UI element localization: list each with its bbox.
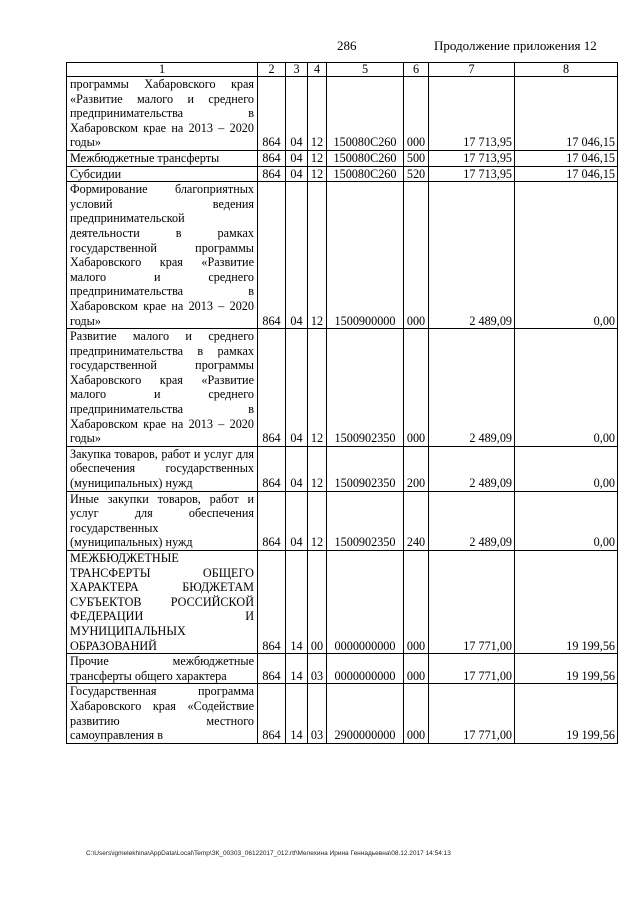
table-row xyxy=(67,684,618,743)
expense-type-code: 000 xyxy=(404,77,429,151)
expense-type-code: 000 xyxy=(404,551,429,654)
target-article-code: 0000000000 xyxy=(327,654,404,684)
subsection-code: 12 xyxy=(308,77,327,151)
amount-year-2: 19 199,56 xyxy=(515,654,618,684)
amount-year-1: 17 713,95 xyxy=(429,166,515,182)
amount-year-1: 17 771,00 xyxy=(429,684,515,743)
section-code: 14 xyxy=(286,654,308,684)
item-name: Прочие межбюджетные трансферты общего характера xyxy=(67,654,258,684)
section-code: 04 xyxy=(286,166,308,182)
admin-code: 864 xyxy=(258,446,286,491)
admin-code: 864 xyxy=(258,551,286,654)
table-row xyxy=(67,182,618,329)
admin-code: 864 xyxy=(258,150,286,166)
admin-code: 864 xyxy=(258,182,286,329)
section-code: 14 xyxy=(286,551,308,654)
expense-type-code: 000 xyxy=(404,329,429,447)
column-header: 5 xyxy=(327,63,404,77)
amount-year-2: 0,00 xyxy=(515,329,618,447)
section-code: 04 xyxy=(286,150,308,166)
subsection-code: 12 xyxy=(308,182,327,329)
target-article-code: 1500900000 xyxy=(327,182,404,329)
section-code: 04 xyxy=(286,491,308,550)
table-row xyxy=(67,446,618,491)
amount-year-2: 0,00 xyxy=(515,491,618,550)
target-article-code: 2900000000 xyxy=(327,684,404,743)
expense-type-code: 000 xyxy=(404,182,429,329)
expense-type-code: 520 xyxy=(404,166,429,182)
table-row xyxy=(67,491,618,550)
appendix-continuation-label: Продолжение приложения 12 xyxy=(434,38,597,53)
item-name: программы Хабаровского края «Развитие малого и среднего предпринимательства в Хабаровском крае на 2013 – 2020 годы» xyxy=(67,77,258,151)
section-code: 04 xyxy=(286,77,308,151)
amount-year-2: 19 199,56 xyxy=(515,684,618,743)
section-code: 04 xyxy=(286,182,308,329)
subsection-code: 12 xyxy=(308,329,327,447)
amount-year-2: 17 046,15 xyxy=(515,77,618,151)
file-path-footer: C:\Users\igmelekhina\AppData\Local\Temp\ЗК_00303_06122017_012.rtf\Мелехина Ирина Геннадьевна\08.12.2017 14:54:13 xyxy=(86,850,451,857)
column-header: 8 xyxy=(515,63,618,77)
table-header-row xyxy=(67,63,618,77)
table-row xyxy=(67,654,618,684)
amount-year-1: 2 489,09 xyxy=(429,446,515,491)
item-name: МЕЖБЮДЖЕТНЫЕ ТРАНСФЕРТЫ ОБЩЕГО ХАРАКТЕРА БЮДЖЕТАМ СУБЪЕКТОВ РОССИЙСКОЙ ФЕДЕРАЦИИ И МУНИЦИПАЛЬНЫХ ОБРАЗОВАНИЙ xyxy=(67,551,258,654)
target-article-code: 1500902350 xyxy=(327,491,404,550)
amount-year-2: 0,00 xyxy=(515,446,618,491)
amount-year-2: 19 199,56 xyxy=(515,551,618,654)
column-header: 1 xyxy=(67,63,258,77)
item-name: Государственная программа Хабаровского края «Содействие развитию местного самоуправления в xyxy=(67,684,258,743)
item-name: Субсидии xyxy=(67,166,258,182)
column-header: 6 xyxy=(404,63,429,77)
amount-year-1: 17 713,95 xyxy=(429,150,515,166)
target-article-code: 0000000000 xyxy=(327,551,404,654)
amount-year-1: 17 771,00 xyxy=(429,551,515,654)
subsection-code: 12 xyxy=(308,150,327,166)
admin-code: 864 xyxy=(258,77,286,151)
admin-code: 864 xyxy=(258,654,286,684)
subsection-code: 00 xyxy=(308,551,327,654)
expense-type-code: 000 xyxy=(404,654,429,684)
target-article-code: 150080С260 xyxy=(327,150,404,166)
amount-year-1: 17 771,00 xyxy=(429,654,515,684)
amount-year-1: 17 713,95 xyxy=(429,77,515,151)
amount-year-2: 0,00 xyxy=(515,182,618,329)
budget-table xyxy=(66,62,618,744)
section-code: 14 xyxy=(286,684,308,743)
expense-type-code: 000 xyxy=(404,684,429,743)
table-row xyxy=(67,77,618,151)
subsection-code: 12 xyxy=(308,446,327,491)
admin-code: 864 xyxy=(258,329,286,447)
column-header: 2 xyxy=(258,63,286,77)
table-row xyxy=(67,166,618,182)
subsection-code: 03 xyxy=(308,654,327,684)
target-article-code: 150080С260 xyxy=(327,77,404,151)
subsection-code: 12 xyxy=(308,166,327,182)
column-header: 4 xyxy=(308,63,327,77)
admin-code: 864 xyxy=(258,684,286,743)
item-name: Иные закупки товаров, работ и услуг для обеспечения государственных (муниципальных) нужд xyxy=(67,491,258,550)
target-article-code: 1500902350 xyxy=(327,446,404,491)
amount-year-2: 17 046,15 xyxy=(515,150,618,166)
admin-code: 864 xyxy=(258,166,286,182)
subsection-code: 03 xyxy=(308,684,327,743)
section-code: 04 xyxy=(286,329,308,447)
column-header: 3 xyxy=(286,63,308,77)
target-article-code: 150080С260 xyxy=(327,166,404,182)
amount-year-1: 2 489,09 xyxy=(429,182,515,329)
amount-year-2: 17 046,15 xyxy=(515,166,618,182)
subsection-code: 12 xyxy=(308,491,327,550)
amount-year-1: 2 489,09 xyxy=(429,491,515,550)
expense-type-code: 240 xyxy=(404,491,429,550)
item-name: Межбюджетные трансферты xyxy=(67,150,258,166)
item-name: Закупка товаров, работ и услуг для обеспечения государственных (муниципальных) нужд xyxy=(67,446,258,491)
expense-type-code: 200 xyxy=(404,446,429,491)
expense-type-code: 500 xyxy=(404,150,429,166)
page-number: 286 xyxy=(337,38,357,53)
section-code: 04 xyxy=(286,446,308,491)
table-row xyxy=(67,329,618,447)
item-name: Развитие малого и среднего предпринимательства в рамках государственной программы Хабаровского края «Развитие малого и среднего предпринимательства в Хабаровском крае на 2013 – 2020 годы» xyxy=(67,329,258,447)
admin-code: 864 xyxy=(258,491,286,550)
amount-year-1: 2 489,09 xyxy=(429,329,515,447)
column-header: 7 xyxy=(429,63,515,77)
table-row xyxy=(67,551,618,654)
target-article-code: 1500902350 xyxy=(327,329,404,447)
item-name: Формирование благоприятных условий ведения предпринимательской деятельности в рамках государственной программы Хабаровского края «Развитие малого и среднего предпринимательства в Хабаровском крае на 2013 – 2020 годы» xyxy=(67,182,258,329)
table-row xyxy=(67,150,618,166)
